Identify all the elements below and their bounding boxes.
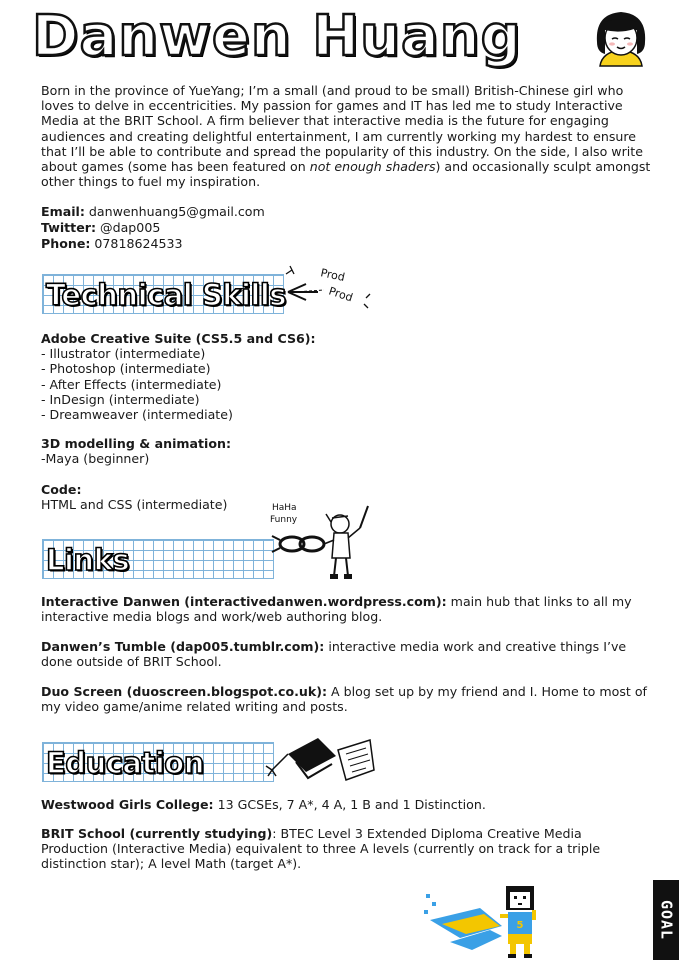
- link-desc: A blog set up by my friend and I. Home to most of my video game/anime related writing and posts.: [41, 684, 647, 715]
- code-heading: Code:: [41, 482, 82, 497]
- school-desc: 13 GCSEs, 7 A*, 4 A, 1 B and 1 Distinction.: [213, 797, 486, 812]
- education-section-header: [42, 742, 282, 782]
- phone-value: 07818624533: [90, 236, 183, 251]
- avatar: [590, 8, 652, 68]
- contact-info: [41, 204, 441, 252]
- bio-paragraph: [41, 83, 651, 189]
- twitter-value[interactable]: @dap005: [96, 220, 161, 235]
- list-item: - Dreamweaver (intermediate): [41, 407, 233, 423]
- education-list: [41, 797, 656, 812]
- list-item: [41, 684, 656, 714]
- link-name[interactable]: Interactive Danwen (interactivedanwen.wordpress.com):: [41, 594, 447, 609]
- bio-emphasis: not enough shaders: [309, 159, 436, 175]
- haha-text: HaHa: [272, 503, 297, 513]
- list-item: -Maya (beginner): [41, 451, 150, 467]
- phone-line: [41, 236, 441, 252]
- list-item: [41, 639, 656, 669]
- pixel-shirt-number: 5: [516, 920, 524, 931]
- links-list: [41, 684, 656, 714]
- skills-section-header: [42, 274, 292, 314]
- list-item: [41, 826, 641, 872]
- link-name[interactable]: Danwen’s Tumble (dap005.tumblr.com):: [41, 639, 325, 654]
- school-desc: : BTEC Level 3 Extended Diploma Creative Media Production (Interactive Media) equivalent to three A levels (currently on track for a triple distinction star); A level Math (target A*).: [41, 826, 601, 872]
- goal-banner: [653, 880, 679, 960]
- goal-text: GOAL: [657, 899, 676, 941]
- prod-text-2: Prod: [327, 284, 355, 305]
- bio-text-1: Born in the province of YueYang; I’m a small (and proud to be small) British-Chinese girl who loves to delve in eccentricities. My passion for games and IT has led me to study Interactive Media at the BRIT School. A firm believer that interactive media is the future for engaging audiences and creating delightful entertainment, I am currently working my hardest to ensure that I’ll be able to contribute and spread the popularity of this industry. On the side, I also write about games (some has been featured on: [41, 83, 643, 175]
- pixel-character-icon: [420, 880, 570, 960]
- funny-text: Funny: [270, 515, 298, 525]
- page-title: Danwen Huang: [32, 4, 522, 69]
- arrow-doodle-icon: [284, 262, 374, 312]
- list-item: [41, 797, 656, 812]
- link-desc: interactive media work and creative things I’ve done outside of BRIT School.: [41, 639, 627, 670]
- email-line: [41, 204, 441, 220]
- skills-list: [41, 331, 656, 422]
- grad-cap-diploma-doodle-icon: [262, 732, 380, 792]
- modelling-list: [41, 436, 656, 466]
- list-item: - InDesign (intermediate): [41, 391, 200, 407]
- link-name[interactable]: Duo Screen (duoscreen.blogspot.co.uk):: [41, 684, 328, 699]
- links-list: [41, 594, 656, 624]
- list-item: [41, 594, 656, 624]
- link-desc: main hub that links to all my interactive media blogs and work/web authoring blog.: [41, 594, 632, 625]
- adobe-heading: Adobe Creative Suite (CS5.5 and CS6):: [41, 331, 316, 346]
- school-name: Westwood Girls College:: [41, 797, 214, 812]
- school-name: BRIT School (currently studying): [41, 826, 273, 841]
- modelling-heading: 3D modelling & animation:: [41, 436, 232, 451]
- chain-character-doodle-icon: [268, 496, 380, 584]
- links-list: [41, 639, 656, 669]
- list-item: HTML and CSS (intermediate): [41, 497, 228, 513]
- phone-label: Phone:: [41, 236, 91, 251]
- email-value[interactable]: danwenhuang5@gmail.com: [84, 204, 265, 219]
- twitter-line: [41, 220, 441, 236]
- skills-heading: Technical Skills: [46, 278, 287, 312]
- bio-text-2: ) and occasionally sculpt amongst other things to fuel my inspiration.: [41, 159, 651, 190]
- prod-text-1: Prod: [319, 266, 346, 285]
- links-section-header: [42, 539, 282, 579]
- name-title-block: [14, 4, 584, 74]
- twitter-label: Twitter:: [41, 220, 96, 235]
- email-label: Email:: [41, 204, 85, 219]
- education-heading: Education: [46, 746, 204, 780]
- education-list: [41, 826, 641, 872]
- links-heading: Links: [46, 543, 130, 577]
- list-item: - Photoshop (intermediate): [41, 361, 211, 377]
- list-item: - Illustrator (intermediate): [41, 346, 206, 362]
- list-item: - After Effects (intermediate): [41, 376, 222, 392]
